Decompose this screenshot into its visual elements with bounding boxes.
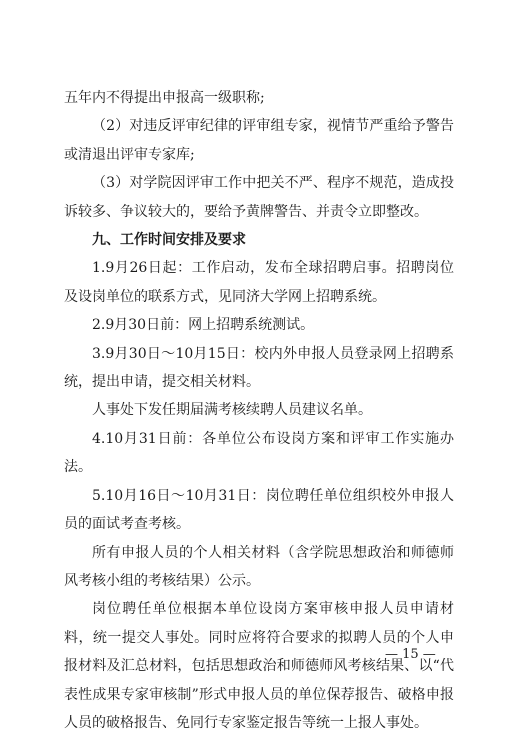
paragraph: （2）对违反评审纪律的评审组专家，视情节严重给予警告或清退出评审专家库; — [64, 118, 454, 163]
paragraph: 人事处下发任期届满考核续聘人员建议名单。 — [92, 402, 372, 419]
paragraph: 岗位聘任单位根据本单位设岗方案审核申报人员申请材料，统一提交人事处。同时应将符合要求的拟聘人员的个人申报材料及汇总材料，包括思想政治和师德师风考核结果、以“代表性成果专家审核制”形式申报人员的单位保荐报告、破格申报人员的破格报告、免同行专家鉴定报告等统一上报人事处。 — [64, 601, 454, 731]
document-body — [64, 84, 454, 737]
section-heading: 九、工作时间安排及要求 — [92, 232, 246, 249]
paragraph: 4.10月31日前：各单位公布设岗方案和评审工作实施办法。 — [64, 430, 454, 476]
paragraph: 1.9月26日起：工作启动，发布全球招聘启事。招聘岗位及设岗单位的联系方式，见同济大学网上招聘系统。 — [64, 260, 454, 305]
paragraph: （3）对学院因评审工作中把关不严、程序不规范，造成投诉较多、争议较大的，要给予黄牌警告、并责令立即整改。 — [64, 175, 454, 220]
paragraph: 所有申报人员的个人相关材料（含学院思想政治和师德师风考核小组的考核结果）公示。 — [64, 544, 454, 589]
paragraph: 3.9月30日～10月15日：校内外申报人员登录网上招聘系统，提出申请，提交相关材料。 — [64, 345, 454, 391]
page-number: — 15 — — [385, 647, 436, 662]
paragraph: 2.9月30日前：网上招聘系统测试。 — [92, 317, 315, 334]
paragraph: 五年内不得提出申报高一级职称; — [64, 90, 265, 106]
paragraph: 5.10月16日～10月31日：岗位聘任单位组织校外申报人员的面试考查考核。 — [64, 487, 454, 533]
